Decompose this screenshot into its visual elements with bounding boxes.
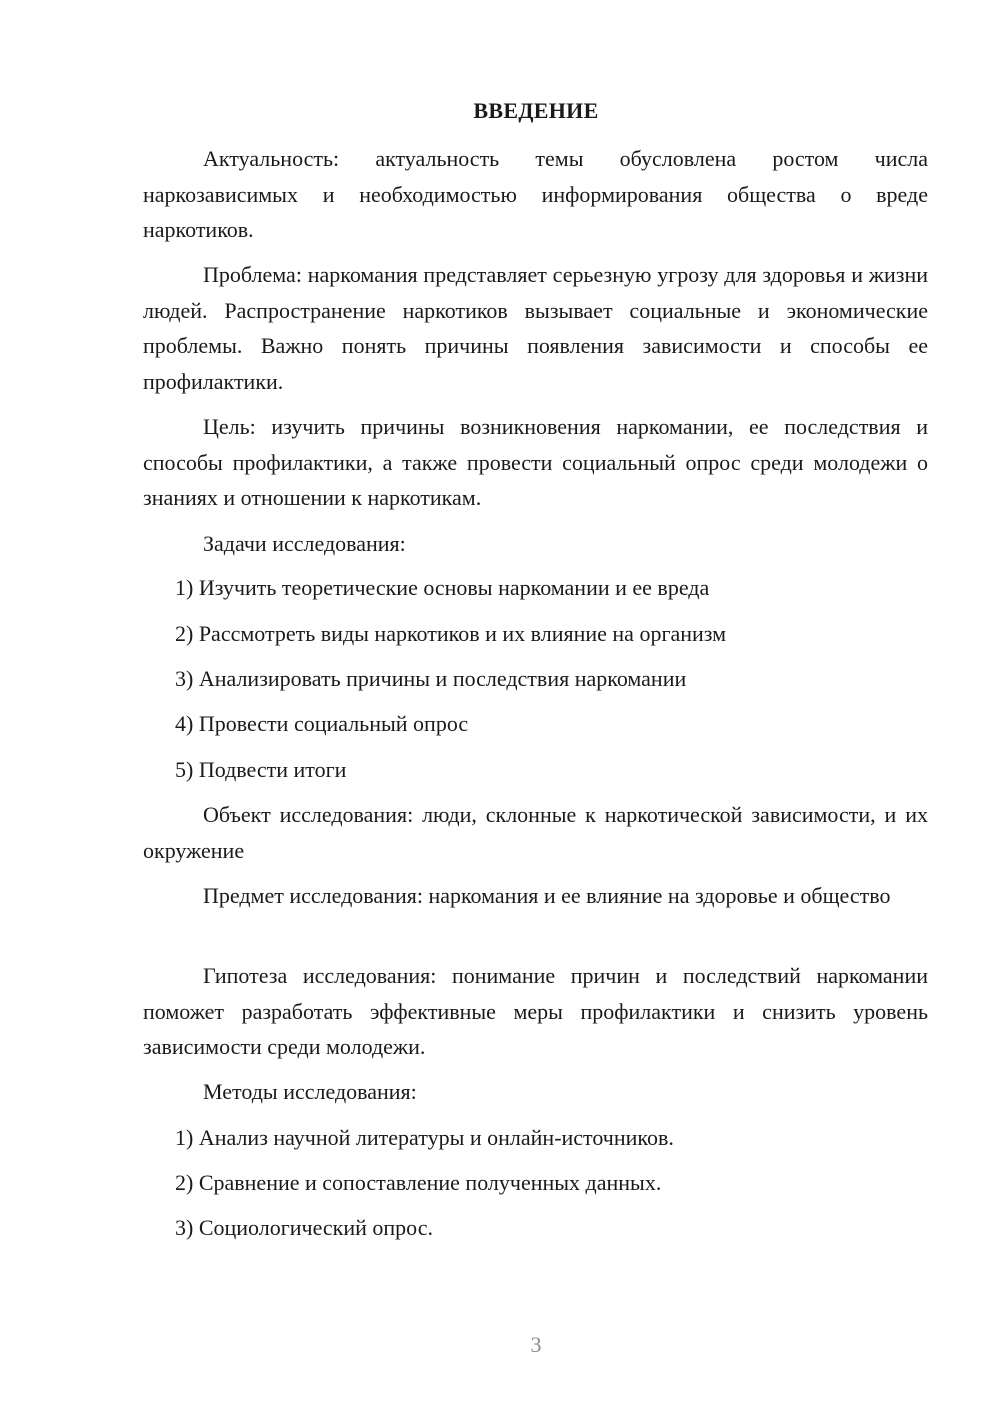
paragraph-hypothesis: Гипотеза исследования: понимание причин и последствий наркомании поможет разработать эффективные меры профилактики и снизить уровень зависимости среди молодежи.	[143, 963, 928, 1059]
method-item-1: 1) Анализ научной литературы и онлайн-источников.	[175, 1125, 674, 1150]
methods-heading: Методы исследования:	[203, 1079, 417, 1104]
paragraph-subject: Предмет исследования: наркомания и ее влияние на здоровье и общество	[203, 883, 891, 908]
method-item-2: 2) Сравнение и сопоставление полученных данных.	[175, 1170, 662, 1195]
page-number: 3	[530, 1332, 542, 1357]
page-title: ВВЕДЕНИЕ	[473, 98, 599, 123]
tasks-heading: Задачи исследования:	[203, 531, 406, 556]
paragraph-relevance: Актуальность: актуальность темы обусловлена ростом числа наркозависимых и необходимостью информирования общества о вреде наркотиков.	[143, 146, 928, 242]
paragraph-goal: Цель: изучить причины возникновения наркомании, ее последствия и способы профилактики, а также провести социальный опрос среди молодежи о знаниях и отношении к наркотикам.	[143, 414, 928, 510]
task-item-3: 3) Анализировать причины и последствия наркомании	[175, 666, 687, 691]
task-item-5: 5) Подвести итоги	[175, 757, 347, 782]
task-item-1: 1) Изучить теоретические основы наркомании и ее вреда	[175, 575, 710, 600]
method-item-3: 3) Социологический опрос.	[175, 1215, 433, 1240]
task-item-4: 4) Провести социальный опрос	[175, 711, 469, 736]
task-item-2: 2) Рассмотреть виды наркотиков и их влияние на организм	[175, 621, 727, 646]
paragraph-problem: Проблема: наркомания представляет серьезную угрозу для здоровья и жизни людей. Распространение наркотиков вызывает социальные и экономические проблемы. Важно понять причины появления зависимости и способы ее профилактики.	[143, 262, 928, 394]
paragraph-object: Объект исследования: люди, склонные к наркотической зависимости, и их окружение	[143, 802, 928, 863]
